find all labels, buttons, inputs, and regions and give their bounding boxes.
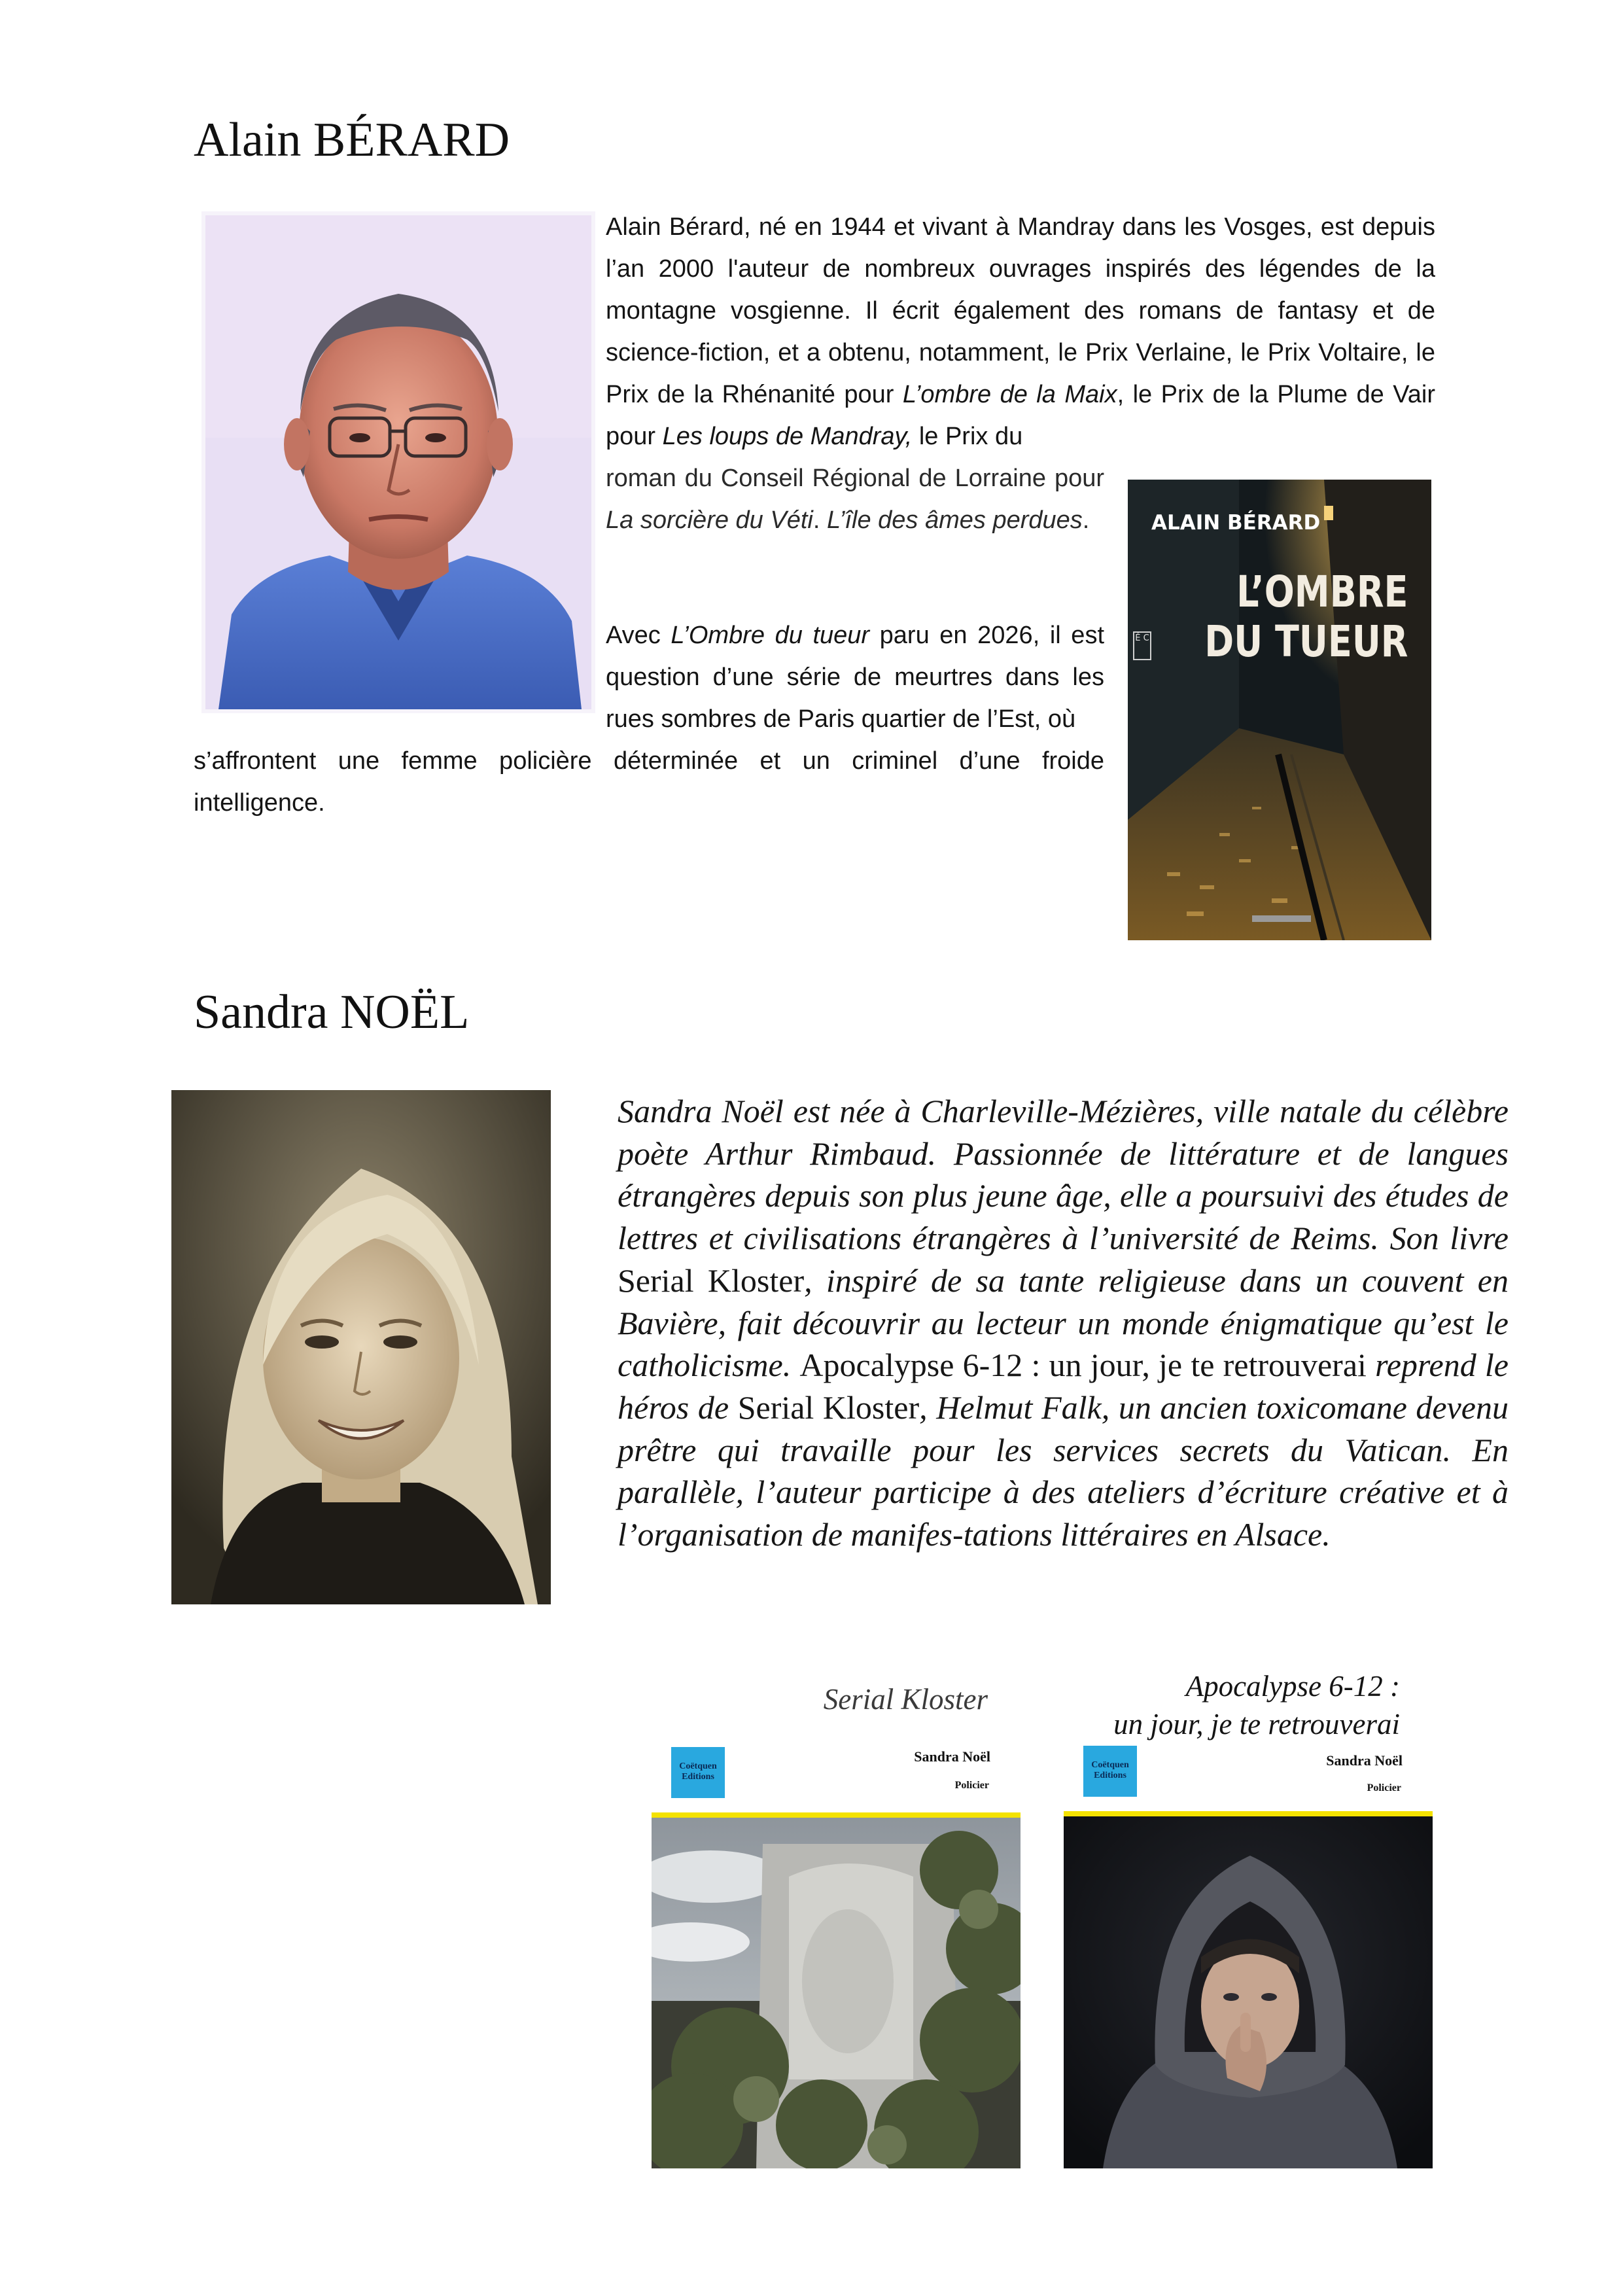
cover-yellow-band <box>652 1812 1021 1818</box>
bio-text: roman du Conseil Régional de Lorraine pour <box>606 465 1104 492</box>
book-title-apocalypse: Apocalypse 6-12 : un jour, je te retrouverai <box>799 1347 1367 1384</box>
book-author: Sandra Noël <box>1326 1752 1403 1769</box>
cover-art-cemetery <box>652 1818 1021 2168</box>
book-title <box>1113 1667 1400 1743</box>
author-photo-berard <box>201 211 595 713</box>
book-author: Sandra Noël <box>914 1748 990 1765</box>
book-title-loups-mandray: Les loups de Mandray, <box>662 423 913 450</box>
bio-text: . <box>1082 506 1090 534</box>
author-name-noel: Sandra NOËL <box>194 985 470 1039</box>
publisher-logo: Coëtquen Editions <box>671 1747 725 1798</box>
bio-text: . <box>812 506 827 534</box>
book-title <box>824 1680 988 1718</box>
cover-title-line: DU TUEUR <box>1204 616 1408 667</box>
cover-publisher-badge: É C <box>1133 631 1151 660</box>
book-title-line: Serial Kloster <box>823 1683 988 1716</box>
bio-text: Alain Bérard, né en 1944 et vivant à Mandray dans les Vosges, est depuis l’an 2000 l'auteur de nombreux ouvrages inspirés des légendes de la montagne vosgienne. Il écrit également des romans de fantasy et de science-fiction, et a obtenu, notamment, le Prix Verlaine, le Prix Voltaire, le Prix de la Rhénanité pour <box>606 213 1435 408</box>
bio-text: paru en 2026, il est question d’une série de meurtres dans les rues sombres de Paris quartier de l’Est, où <box>606 622 1104 733</box>
book-title-serial-kloster: Serial Kloster <box>737 1388 920 1426</box>
cemetery-image <box>652 1818 1021 2168</box>
cover-author: ALAIN BÉRARD <box>1151 511 1321 535</box>
cover-publisher-strip <box>1252 915 1311 922</box>
author-name-berard: Alain BÉRARD <box>194 113 510 167</box>
author-bio-noel-paragraph <box>618 1090 1509 1602</box>
cover-title <box>1204 567 1408 667</box>
book-title-ile-ames-perdues: L’île des âmes perdues <box>826 506 1083 534</box>
bio-text: , le Prix de la Plume de Vair pour <box>606 381 1436 450</box>
bio-text: , Helmut Falk, un ancien toxicomane devenu prêtre qui travaille pour les services secrets du Vatican. En parallèle, l’auteur participe à des ateliers d’écriture créative et à l’organisation de manifes-tations littéraires en Alsace. <box>618 1388 1509 1553</box>
cover-art-hooded-man <box>1064 1816 1433 2168</box>
book-title-ombre-maix: L’ombre de la Maix <box>902 381 1117 408</box>
book-title-serial-kloster: Serial Kloster <box>618 1262 805 1299</box>
book-cover-serial-kloster <box>652 1680 1021 2168</box>
bio-text: , inspiré de sa tante religieuse dans un couvent en Bavière, fait découvrir au lecteur un monde énigmatique qu’est le catholicisme. <box>618 1262 1509 1384</box>
book-genre: Policier <box>1367 1782 1401 1793</box>
book-cover-apocalypse <box>1064 1667 1433 2168</box>
bio-text: le Prix du <box>912 423 1023 450</box>
bio-text: reprend le héros de <box>618 1347 1509 1426</box>
author-bio-berard-paragraph: s’affrontent une femme policière déterminée et un criminel d’une froide intelligence. <box>194 747 1104 817</box>
book-title-line: Apocalypse 6-12 : <box>1185 1670 1400 1703</box>
author-bio-berard-paragraph <box>606 206 1435 457</box>
cover-title-line: L’OMBRE <box>1236 567 1408 617</box>
author-bio-berard-paragraph <box>606 457 1104 541</box>
cover-yellow-band <box>1064 1811 1433 1816</box>
portrait-man-image <box>205 215 591 709</box>
author-bio-berard-paragraph <box>606 614 1104 740</box>
bio-text: Sandra Noël est née à Charleville-Mézières, ville natale du célèbre poète Arthur Rimbaud. Passionnée de littérature et de langues étrangères depuis son plus jeune âge, elle a poursuivi des études de lettres et civilisations étrangères à l’université de Reims. Son livre <box>618 1093 1509 1257</box>
book-title-ombre-tueur: L’Ombre du tueur <box>671 622 870 649</box>
book-title-sorciere-veti: La sorcière du Véti <box>606 506 813 534</box>
hooded-man-image <box>1064 1816 1433 2168</box>
cover-art-street <box>1128 480 1431 940</box>
book-cover-ombre-du-tueur <box>1128 480 1431 940</box>
portrait-woman-image <box>171 1090 551 1604</box>
author-photo-noel <box>171 1090 551 1604</box>
book-genre: Policier <box>954 1780 989 1791</box>
publisher-logo: Coëtquen Editions <box>1083 1746 1137 1797</box>
bio-text: Avec <box>606 622 671 649</box>
book-title-line: un jour, je te retrouverai <box>1113 1708 1400 1740</box>
